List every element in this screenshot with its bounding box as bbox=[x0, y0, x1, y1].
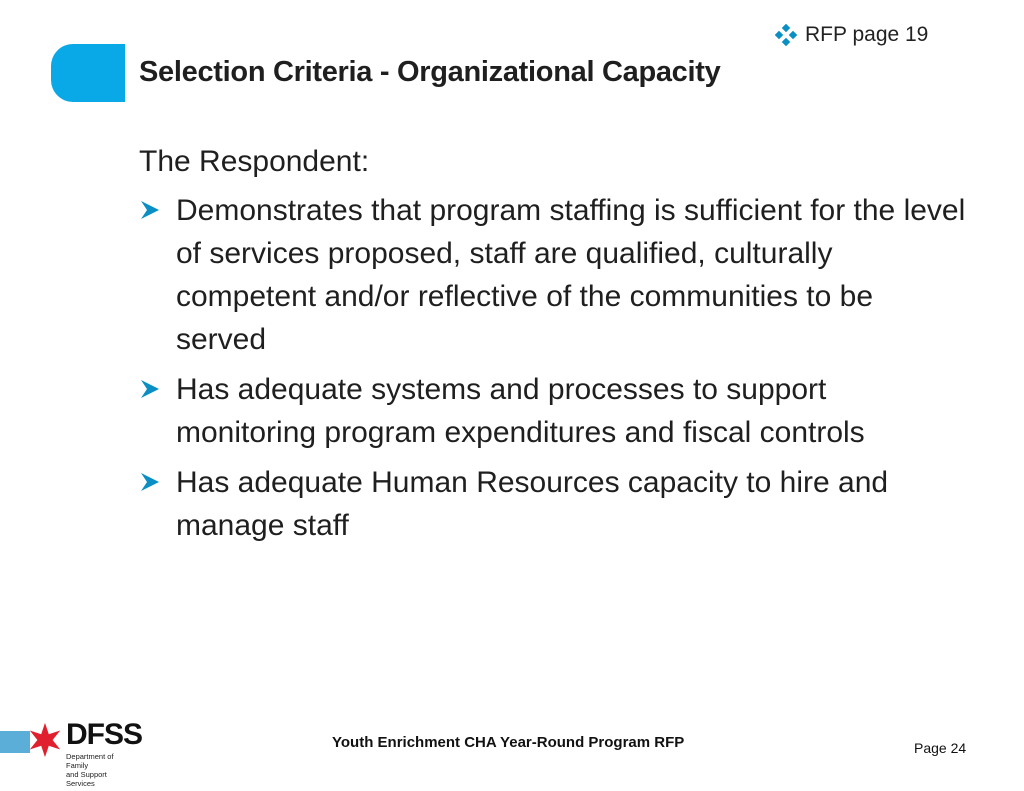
rfp-reference-text: RFP page 19 bbox=[805, 23, 929, 46]
criteria-list bbox=[139, 189, 969, 547]
logo-subtext-line: and Support Services bbox=[66, 770, 107, 788]
footer-title: Youth Enrichment CHA Year-Round Program RFP bbox=[332, 734, 685, 751]
list-item bbox=[139, 461, 969, 547]
list-item-text: Demonstrates that program staffing is sufficient for the level of services proposed, staff are qualified, culturally competent and/or reflective of the communities to be served bbox=[176, 194, 966, 356]
dfss-logo bbox=[0, 718, 143, 788]
star-icon bbox=[26, 721, 64, 759]
list-item-text: Has adequate Human Resources capacity to hire and manage staff bbox=[176, 466, 889, 542]
arrow-right-icon bbox=[139, 199, 161, 221]
rfp-reference bbox=[775, 23, 928, 47]
diamond-cluster-icon bbox=[775, 24, 797, 46]
list-item-text: Has adequate systems and processes to support monitoring program expenditures and fiscal controls bbox=[176, 373, 865, 449]
list-item bbox=[139, 368, 969, 454]
logo-text: DFSS bbox=[66, 718, 143, 751]
logo-subtext-line: Department of Family bbox=[66, 752, 114, 770]
page-number: Page 24 bbox=[914, 740, 967, 756]
content-body bbox=[139, 140, 969, 554]
lead-text: The Respondent: bbox=[139, 145, 370, 178]
logo-subtext bbox=[66, 752, 136, 788]
page-title: Selection Criteria - Organizational Capacity bbox=[139, 56, 721, 88]
title-accent-shape bbox=[51, 44, 125, 102]
arrow-right-icon bbox=[139, 378, 161, 400]
list-item bbox=[139, 189, 969, 361]
arrow-right-icon bbox=[139, 471, 161, 493]
